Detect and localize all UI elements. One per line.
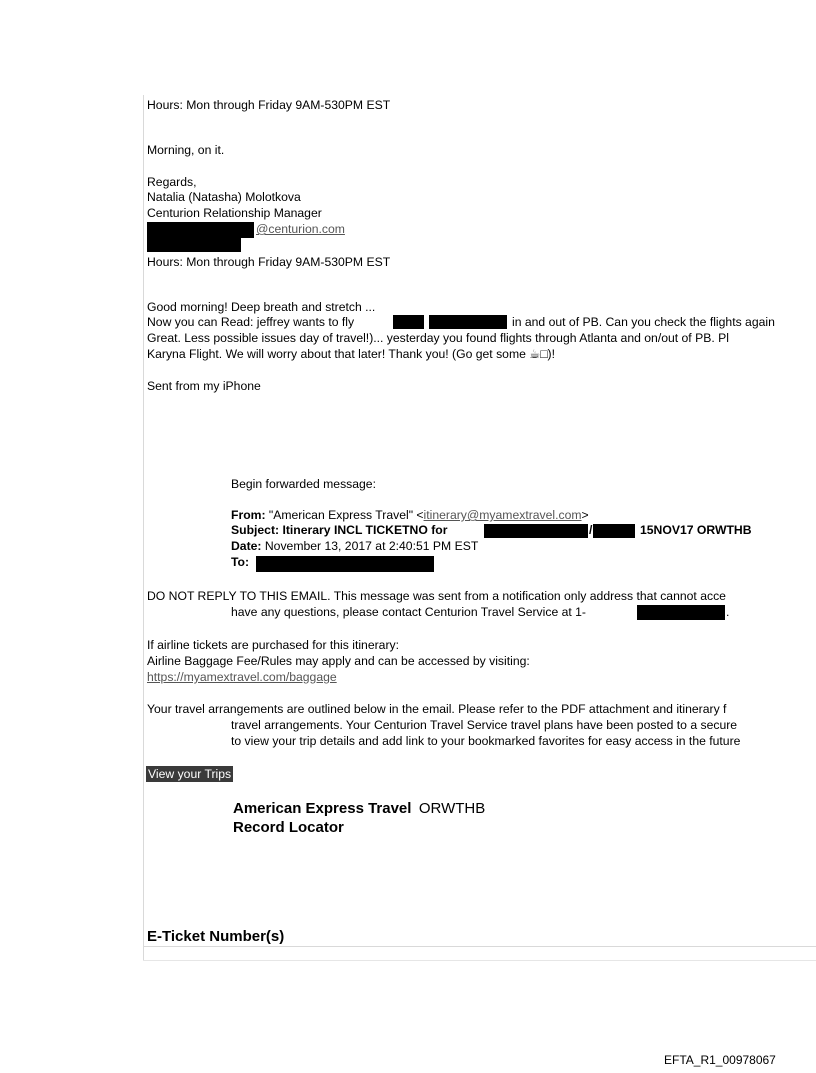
arrangements-line: to view your trip details and add link to your bookmarked favorites for easy access in the future <box>231 734 741 748</box>
quote-border <box>143 95 144 960</box>
record-row <box>233 800 485 818</box>
subject-text: Itinerary INCL TICKETNO for <box>282 523 448 537</box>
redaction <box>147 222 254 238</box>
baggage-line: Airline Baggage Fee/Rules may apply and can be accessed by visiting: <box>147 654 530 668</box>
redaction <box>484 524 588 538</box>
divider <box>143 960 816 961</box>
hours-text: Hours: Mon through Friday 9AM-530PM EST <box>147 98 391 112</box>
sent-from: Sent from my iPhone <box>147 379 261 393</box>
redaction <box>593 524 635 538</box>
signature-name: Natalia (Natasha) Molotkova <box>147 190 301 204</box>
header-subject <box>231 523 447 537</box>
subject-label: Subject: <box>231 523 280 537</box>
view-trips-button[interactable]: View your Trips <box>148 767 232 781</box>
notice-line: have any questions, please contact Centurion Travel Service at 1- <box>231 605 586 619</box>
from-label: From: <box>231 508 266 522</box>
baggage-line: If airline tickets are purchased for this itinerary: <box>147 638 399 652</box>
notice-line: DO NOT REPLY TO THIS EMAIL. This message was sent from a notification only address that cannot acce <box>147 589 726 603</box>
message-line: Great. Less possible issues day of travel!)... yesterday you found flights through Atlanta and on/out of PB. Pl <box>147 331 729 345</box>
message-line: Now you can Read: jeffrey wants to fly <box>147 315 355 329</box>
reply-text: Morning, on it. <box>147 143 225 157</box>
date-label: Date: <box>231 539 262 553</box>
message-line: in and out of PB. Can you check the flights again <box>512 315 775 329</box>
redaction <box>256 556 434 572</box>
subject-slash: / <box>589 523 593 537</box>
eticket-heading: E-Ticket Number(s) <box>147 928 285 945</box>
message-line: Good morning! Deep breath and stretch ... <box>147 300 376 314</box>
record-locator-label: Record Locator <box>233 819 344 836</box>
redaction <box>637 605 725 620</box>
from-name: "American Express Travel" < <box>268 508 424 522</box>
subject-tail: 15NOV17 ORWTHB <box>640 523 752 537</box>
record-code: ORWTHB <box>418 800 486 817</box>
signature-regards: Regards, <box>147 175 197 189</box>
redaction <box>393 315 424 329</box>
record-company: American Express Travel <box>233 800 412 817</box>
arrangements-line: travel arrangements. Your Centurion Travel Service travel plans have been posted to a secure <box>231 718 738 732</box>
redaction <box>429 315 507 329</box>
baggage-link[interactable]: https://myamextravel.com/baggage <box>147 670 337 684</box>
signature-title: Centurion Relationship Manager <box>147 206 322 220</box>
message-line: Karyna Flight. We will worry about that later! Thank you! (Go get some ☕︎□)! <box>147 347 556 361</box>
hours-text-2: Hours: Mon through Friday 9AM-530PM EST <box>147 255 391 269</box>
date-text: November 13, 2017 at 2:40:51 PM EST <box>264 539 479 553</box>
from-close: > <box>581 508 589 522</box>
forward-begin: Begin forwarded message: <box>231 477 376 491</box>
document-id: EFTA_R1_00978067 <box>664 1053 776 1067</box>
signature-email-link[interactable]: @centurion.com <box>256 222 345 236</box>
divider <box>143 946 816 947</box>
arrangements-line: Your travel arrangements are outlined below in the email. Please refer to the PDF attachment and itinerary f <box>147 702 727 716</box>
notice-end: . <box>726 605 730 619</box>
redaction <box>147 238 241 252</box>
from-email-link[interactable]: itinerary@myamextravel.com <box>423 508 582 522</box>
to-label: To: <box>231 555 250 569</box>
header-date <box>231 539 478 553</box>
header-from <box>231 508 589 522</box>
